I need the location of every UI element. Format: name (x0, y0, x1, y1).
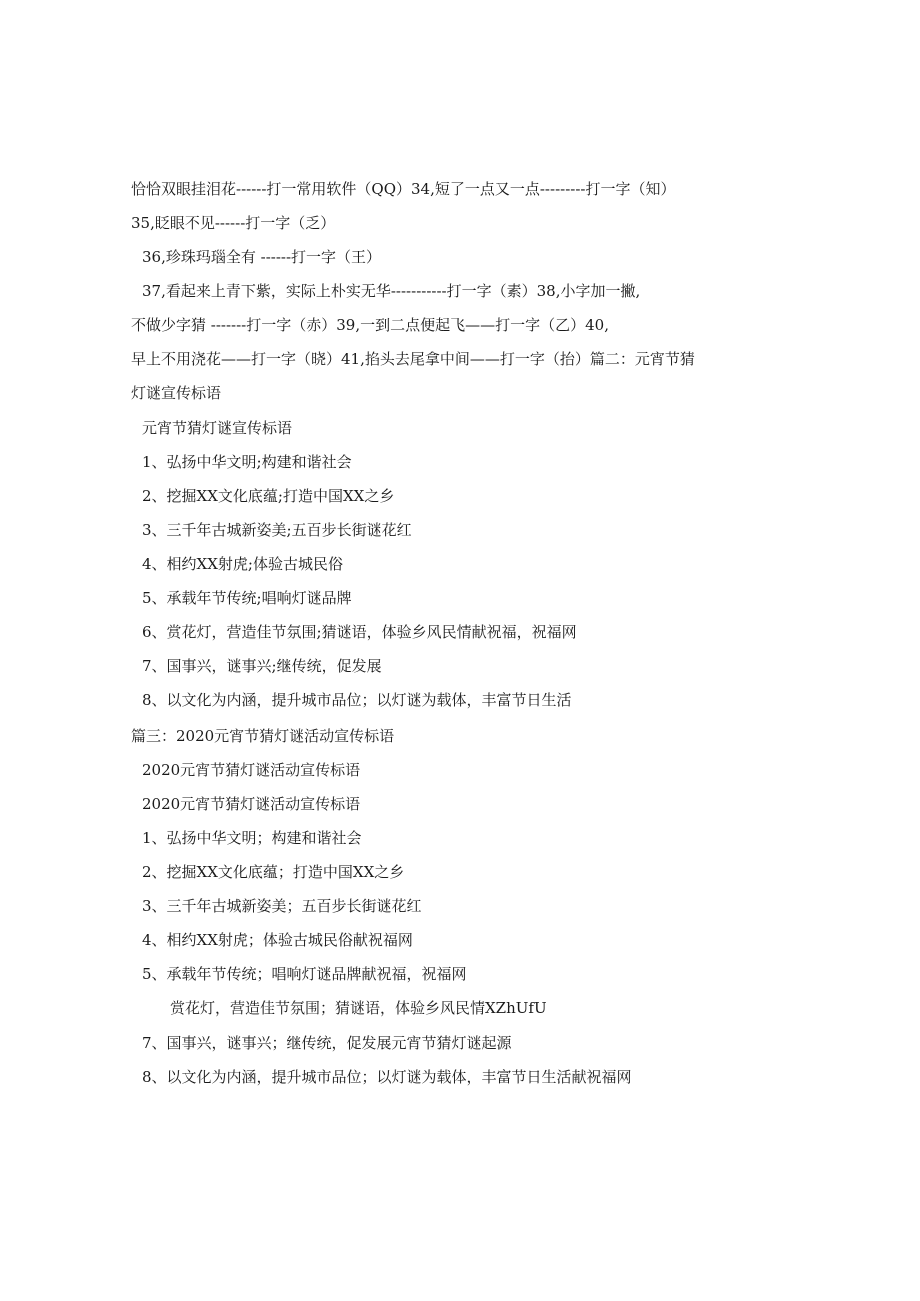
text-line-6: 早上不用浇花——打一字（晓）41,掐头去尾拿中间——打一字（抬）篇二：元宵节猜 (131, 350, 695, 368)
list-item: 6、赏花灯，营造佳节氛围;猜谜语，体验乡风民情献祝福，祝福网 (142, 623, 577, 641)
list-item: 2、挖掘XX文化底蕴;打造中国XX之乡 (142, 487, 395, 505)
list-item: 8、以文化为内涵，提升城市品位；以灯谜为载体，丰富节日生活献祝福网 (142, 1068, 632, 1086)
list-item: 4、相约XX射虎;体验古城民俗 (142, 555, 343, 573)
list-item: 4、相约XX射虎；体验古城民俗献祝福网 (142, 931, 413, 949)
list-item: 3、三千年古城新姿美;五百步长街谜花红 (142, 521, 412, 539)
text-line-2: 35,眨眼不见------打一字（乏） (131, 214, 336, 232)
text-line-1: 恰恰双眼挂泪花------打一常用软件（QQ）34,短了一点又一点---------打一字（知） (131, 180, 676, 198)
section-heading-2: 元宵节猜灯谜宣传标语 (142, 419, 293, 437)
text-line-5: 不做少字猜 -------打一字（赤）39,一到二点便起飞——打一字（乙）40, (131, 316, 609, 334)
list-item: 2、挖掘XX文化底蕴；打造中国XX之乡 (142, 863, 405, 881)
section-title: 2020元宵节猜灯谜活动宣传标语 (142, 761, 361, 779)
text-line-7: 灯谜宣传标语 (131, 384, 222, 402)
section-heading-3: 篇三：2020元宵节猜灯谜活动宣传标语 (131, 727, 395, 745)
list-item: 5、承载年节传统；唱响灯谜品牌献祝福，祝福网 (142, 965, 467, 983)
list-item: 赏花灯，营造佳节氛围；猜谜语，体验乡风民情XZhUfU (170, 999, 547, 1017)
list-item: 3、三千年古城新姿美；五百步长街谜花红 (142, 897, 422, 915)
section-title: 2020元宵节猜灯谜活动宣传标语 (142, 795, 361, 813)
list-item: 7、国事兴，谜事兴;继传统，促发展 (142, 657, 382, 675)
list-item: 7、国事兴，谜事兴；继传统，促发展元宵节猜灯谜起源 (142, 1034, 512, 1052)
list-item: 1、弘扬中华文明；构建和谐社会 (142, 829, 362, 847)
list-item: 1、弘扬中华文明;构建和谐社会 (142, 453, 352, 471)
list-item: 5、承载年节传统;唱响灯谜品牌 (142, 589, 352, 607)
text-line-4: 37,看起来上青下紫，实际上朴实无华-----------打一字（素）38,小字加一撇, (142, 282, 641, 300)
text-line-3: 36,珍珠玛瑙全有 ------打一字（王） (142, 248, 382, 266)
list-item: 8、以文化为内涵，提升城市品位；以灯谜为载体，丰富节日生活 (142, 691, 572, 709)
